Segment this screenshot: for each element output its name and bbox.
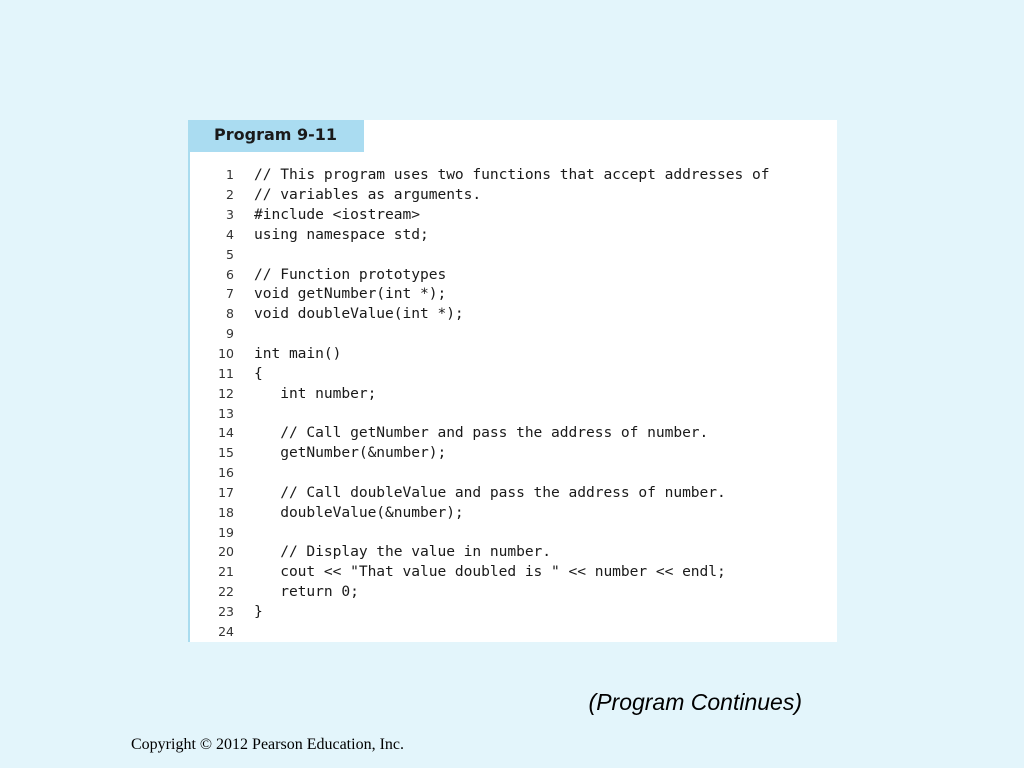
line-code: void doubleValue(int *); [254, 305, 464, 323]
line-code: int number; [254, 384, 377, 402]
code-line [190, 304, 835, 324]
code-line [190, 165, 835, 185]
code-line [190, 443, 835, 463]
line-code: // Call doubleValue and pass the address of number. [254, 483, 726, 501]
program-title: Program 9-11 [190, 120, 364, 152]
code-line [190, 324, 835, 344]
line-number: 3 [226, 207, 234, 223]
line-number: 24 [218, 623, 234, 639]
line-code: { [254, 364, 263, 382]
line-number: 5 [226, 246, 234, 262]
code-line [190, 423, 835, 443]
code-line [190, 284, 835, 304]
line-code: // Display the value in number. [254, 543, 552, 561]
copyright-notice: Copyright © 2012 Pearson Education, Inc. [131, 736, 404, 753]
line-number: 10 [218, 346, 234, 362]
line-code: return 0; [254, 583, 359, 601]
line-number: 8 [226, 306, 234, 322]
code-line [190, 522, 835, 542]
code-line [190, 542, 835, 562]
code-line [190, 244, 835, 264]
line-number: 12 [218, 385, 234, 401]
code-line [190, 344, 835, 364]
line-number: 13 [218, 405, 234, 421]
code-line [190, 621, 835, 641]
code-line [190, 463, 835, 483]
line-code: cout << "That value doubled is " << number << endl; [254, 563, 726, 581]
code-line [190, 264, 835, 284]
line-code: getNumber(&number); [254, 444, 447, 462]
line-number: 9 [226, 326, 234, 342]
line-number: 4 [226, 226, 234, 242]
line-number: 18 [218, 504, 234, 520]
program-listing [188, 120, 837, 642]
line-number: 20 [218, 544, 234, 560]
line-code: // variables as arguments. [254, 186, 482, 204]
line-number: 19 [218, 524, 234, 540]
line-number: 6 [226, 266, 234, 282]
line-code: using namespace std; [254, 225, 429, 243]
line-number: 2 [226, 187, 234, 203]
code-line [190, 383, 835, 403]
code-line [190, 185, 835, 205]
code-line [190, 602, 835, 622]
line-code: // This program uses two functions that accept addresses of [254, 166, 770, 184]
code-line [190, 562, 835, 582]
code-line [190, 363, 835, 383]
line-number: 14 [218, 425, 234, 441]
program-continues-note: (Program Continues) [588, 689, 802, 715]
code-lines [190, 165, 835, 641]
line-number: 7 [226, 286, 234, 302]
code-line [190, 225, 835, 245]
code-line [190, 502, 835, 522]
line-code: // Call getNumber and pass the address of number. [254, 424, 709, 442]
line-number: 11 [218, 365, 234, 381]
line-number: 22 [218, 584, 234, 600]
line-number: 1 [226, 167, 234, 183]
code-line [190, 403, 835, 423]
line-code: // Function prototypes [254, 265, 447, 283]
line-code: } [254, 602, 263, 620]
line-number: 23 [218, 603, 234, 619]
code-line [190, 582, 835, 602]
line-number: 15 [218, 445, 234, 461]
line-code: doubleValue(&number); [254, 503, 464, 521]
line-number: 16 [218, 465, 234, 481]
code-line [190, 205, 835, 225]
line-code: int main() [254, 345, 342, 363]
code-line [190, 483, 835, 503]
line-code: #include <iostream> [254, 206, 420, 224]
line-code: void getNumber(int *); [254, 285, 447, 303]
line-number: 17 [218, 484, 234, 500]
line-number: 21 [218, 564, 234, 580]
